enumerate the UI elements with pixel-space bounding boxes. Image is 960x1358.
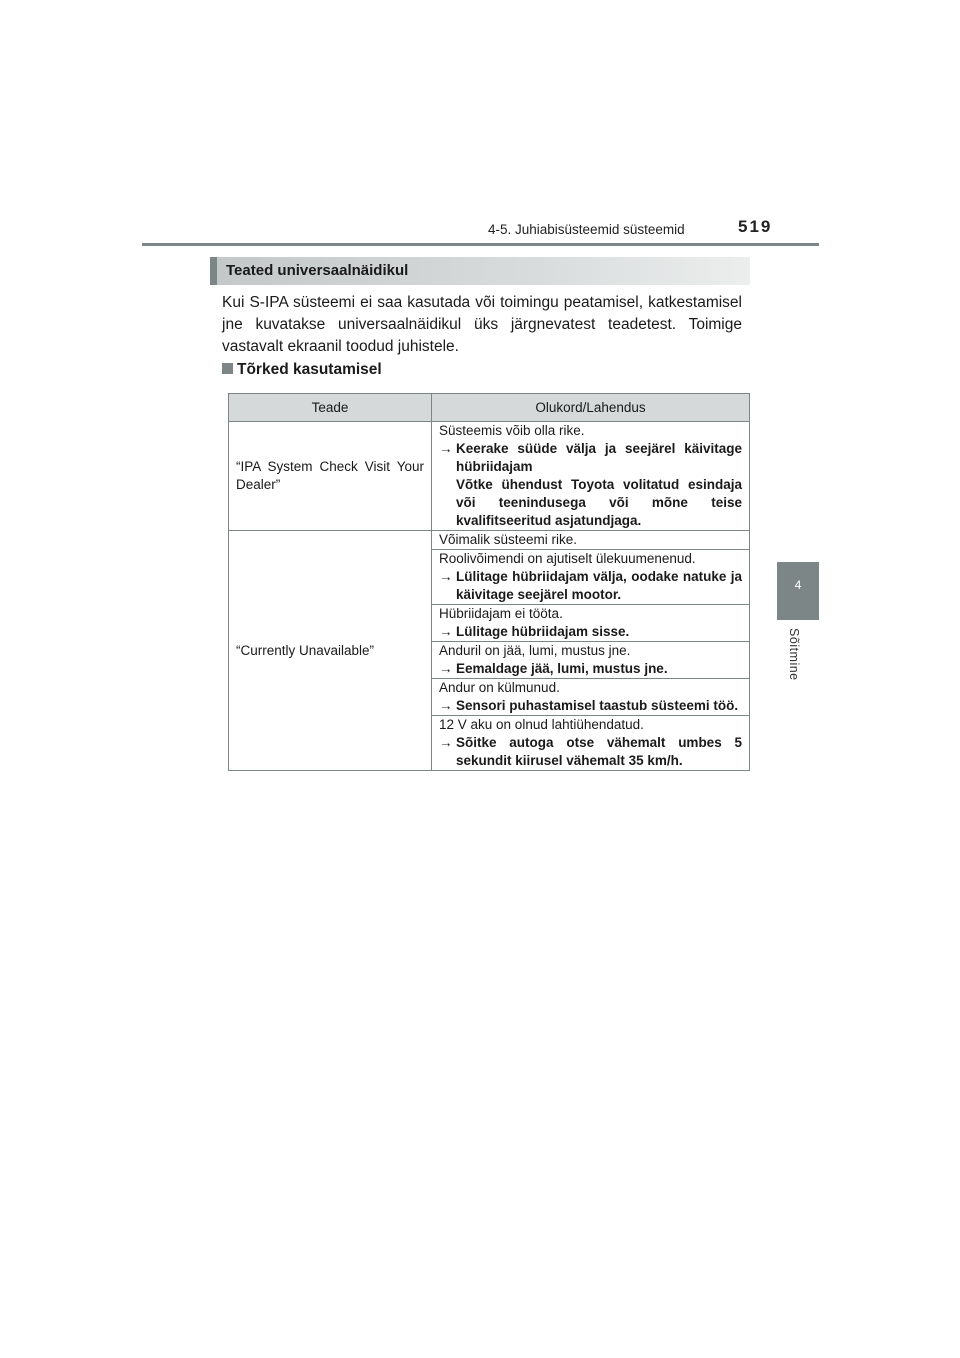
situation-cell [432,422,750,531]
situation-text: Süsteemis võib olla rike. [439,423,585,438]
arrow-icon: → [439,698,453,713]
message-cell [229,531,432,771]
message-text: “IPA System Check Visit Your Dealer” [236,459,424,492]
arrow-icon: → [439,441,453,456]
section-header: 4-5. Juhiabisüsteemid süsteemid [488,222,685,237]
situation-cell [432,531,750,550]
arrow-icon: → [439,569,453,584]
action-text: Lülitage hübriidajam välja, oodake natuke ja käivitage seejärel mootor. [456,569,742,602]
situation-text: Võimalik süsteemi rike. [439,532,578,547]
table-header-row [229,394,750,422]
table-row [229,531,750,550]
action-text: Lülitage hübriidajam sisse. [456,624,630,639]
action-continuation: Võtke ühendust Toyota volitatud esindaja või teenindusega või mõne teise kvalifitseeritud asjatundjaga. [456,477,742,528]
situation-text: 12 V aku on olnud lahtiühendatud. [439,717,644,732]
situation-text: Anduril on jää, lumi, mustus jne. [439,643,631,658]
column-header-situation: Olukord/Lahendus [432,394,750,422]
section-title-bar [210,257,750,285]
chapter-label: Sõitmine [787,628,801,681]
situation-text: Hübriidajam ei tööta. [439,606,563,621]
action-line [439,697,742,715]
situation-text: Roolivõimendi on ajutiselt ülekuumenenud. [439,551,696,566]
action-text: Sõitke autoga otse vähemalt umbes 5 sekundit kiirusel vähemalt 35 km/h. [456,735,742,768]
action-line [439,734,742,770]
situation-text: Andur on külmunud. [439,680,560,695]
situation-cell [432,679,750,716]
action-line [439,623,742,641]
action-line [439,660,742,678]
arrow-icon: → [439,624,453,639]
square-bullet-icon [222,363,233,374]
subheading-text: Tõrked kasutamisel [237,361,382,378]
section-title: Teated universaalnäidikul [226,262,409,279]
subheading [222,361,382,379]
action-line [439,568,742,604]
arrow-icon: → [439,735,453,750]
chapter-number: 4 [794,578,802,592]
intro-paragraph: Kui S-IPA süsteemi ei saa kasutada või toimingu peatamisel, katkestamisel jne kuvatakse universaalnäidikul üks järgnevatest teadetest. Toimige vastavalt ekraanil toodud juhistele. [222,294,742,355]
situation-cell [432,716,750,771]
situation-cell [432,550,750,605]
situation-cell [432,605,750,642]
page-number: 519 [738,217,773,236]
action-text: Eemaldage jää, lumi, mustus jne. [456,661,668,676]
action-line [439,440,742,476]
message-cell [229,422,432,531]
action-text: Sensori puhastamisel taastub süsteemi töö. [456,698,739,713]
header-rule [142,243,819,246]
column-header-message: Teade [229,394,432,422]
arrow-icon: → [439,661,453,676]
message-text: “Currently Unavailable” [236,642,375,658]
situation-cell [432,642,750,679]
table-row [229,422,750,531]
action-text: Keerake süüde välja ja seejärel käivitage hübriidajam [456,441,742,474]
messages-table [228,393,750,771]
